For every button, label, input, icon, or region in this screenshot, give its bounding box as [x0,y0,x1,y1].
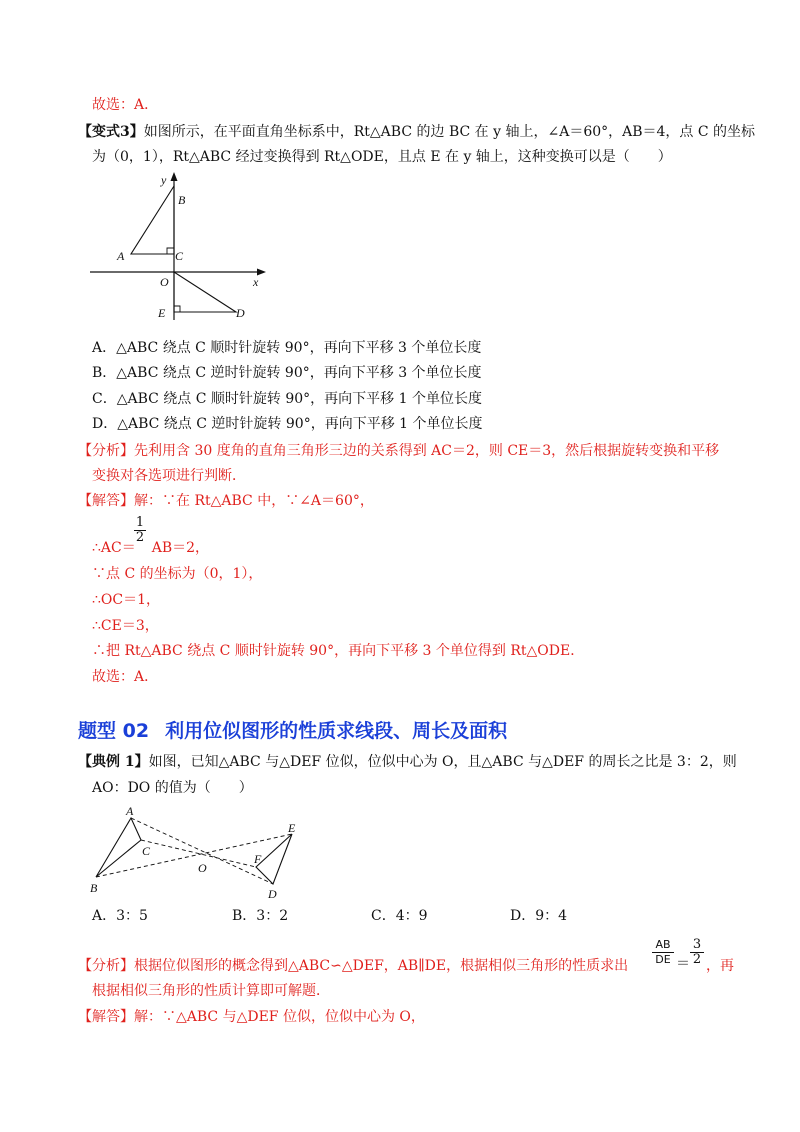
fraction1-denominator: DE [655,953,671,966]
analysis2-equals: ＝ [676,956,690,972]
analysis2-fraction2 [690,938,704,967]
label2-a: A [126,804,134,818]
triangle-abc-2 [96,818,141,877]
label-x: x [253,275,259,289]
fraction2-denominator: 2 [692,952,702,967]
right-angle-c [167,248,174,254]
solution1-line6: ∴把 Rt△ABC 绕点 C 顺时针旋转 90°，再向下平移 3 个单位得到 Rt△ODE． [92,643,585,659]
fraction1-numerator: AB [655,938,671,951]
option1-a: A．△ABC 绕点 C 顺时针旋转 90°，再向下平移 3 个单位长度 [92,340,482,356]
example1-line1 [78,752,737,772]
label2-o: O [198,861,207,875]
option1-d: D．△ABC 绕点 C 逆时针旋转 90°，再向下平移 1 个单位长度 [92,416,483,432]
solution1-line1: 【解答】解：∵在 Rt△ABC 中，∵∠A＝60°， [78,493,374,509]
solution2-line1: 【解答】解：∵△ABC 与△DEF 位似，位似中心为 O， [78,1009,425,1025]
previous-answer: 故选：A． [92,97,159,113]
example1-text1: 如图，已知△ABC 与△DEF 位似，位似中心为 O，且△ABC 与△DEF 的周长之比是 3：2，则 [148,754,737,770]
label2-e: E [288,821,296,835]
label2-d: D [268,887,277,901]
line-be [96,834,292,877]
fraction-denominator: 2 [135,530,145,545]
label2-c: C [142,844,151,858]
analysis2-line2: 根据相似三角形的性质计算即可解题． [92,983,330,999]
label2-f: F [254,852,262,866]
analysis2-line1-post: ，再 [706,958,734,974]
option2-d: D．9：4 [510,908,568,924]
label-y: y [161,173,167,187]
analysis1-line2: 变换对各选项进行判断． [92,468,246,484]
y-axis-arrow [171,172,178,181]
option2-a: A．3：5 [92,908,148,924]
option1-b: B．△ABC 绕点 C 逆时针旋转 90°，再向下平移 3 个单位长度 [92,365,482,381]
section-title: 利用位似图形的性质求线段、周长及面积 [165,720,508,742]
analysis2-fraction1 [652,938,674,967]
variant3-line2: 为（0，1），Rt△ABC 经过变换得到 Rt△ODE，且点 E 在 y 轴上，这种变换可以是（ ） [92,149,672,165]
label-c: C [175,249,184,263]
option2-b: B．3：2 [232,908,289,924]
option1-c: C．△ABC 绕点 C 顺时针旋转 90°，再向下平移 1 个单位长度 [92,391,482,407]
option2-c: C．4：9 [371,908,428,924]
section-heading [78,716,507,743]
label-d: D [236,306,245,320]
solution1-line2-pre: ∴AC＝ [92,540,136,556]
triangle-def [256,834,292,884]
variant3-tag: 【变式3】 [78,124,144,140]
right-angle-e [174,306,180,312]
solution1-line3: ∵点 C 的坐标为（0，1）， [92,566,263,582]
analysis2-line1: 【分析】根据位似图形的概念得到△ABC∽△DEF，AB∥DE，根据相似三角形的性质求出 [78,958,629,974]
variant3-text1: 如图所示，在平面直角坐标系中，Rt△ABC 的边 BC 在 y 轴上，∠A＝60°，AB＝4，点 C 的坐标 [143,124,756,140]
label-o: O [160,275,169,289]
solution1-line2-post: AB＝2， [151,540,210,556]
example1-line2: AO：DO 的值为（ ） [92,780,253,796]
label-a: A [117,249,125,263]
fraction-numerator: 1 [135,515,145,530]
variant3-line1 [78,122,755,142]
solution1-line2 [92,538,209,558]
label-e: E [158,306,166,320]
homothety-figure [86,802,316,904]
solution1-line5: ∴CE＝3， [92,618,159,634]
example1-tag: 【典例 1】 [78,754,149,770]
label2-b: B [90,881,98,895]
label-b: B [178,193,186,207]
coordinate-figure [86,170,276,330]
x-axis-arrow [257,269,266,276]
triangle-ode [174,272,236,312]
section-number: 题型 02 [78,720,150,742]
triangle-abc [131,186,174,254]
solution1-line7: 故选：A． [92,669,159,685]
fraction2-numerator: 3 [692,937,702,952]
analysis1-line1: 【分析】先利用含 30 度角的直角三角形三边的关系得到 AC＝2，则 CE＝3，然后根据旋转变换和平移 [78,443,720,459]
solution1-line4: ∴OC＝1， [92,592,161,608]
